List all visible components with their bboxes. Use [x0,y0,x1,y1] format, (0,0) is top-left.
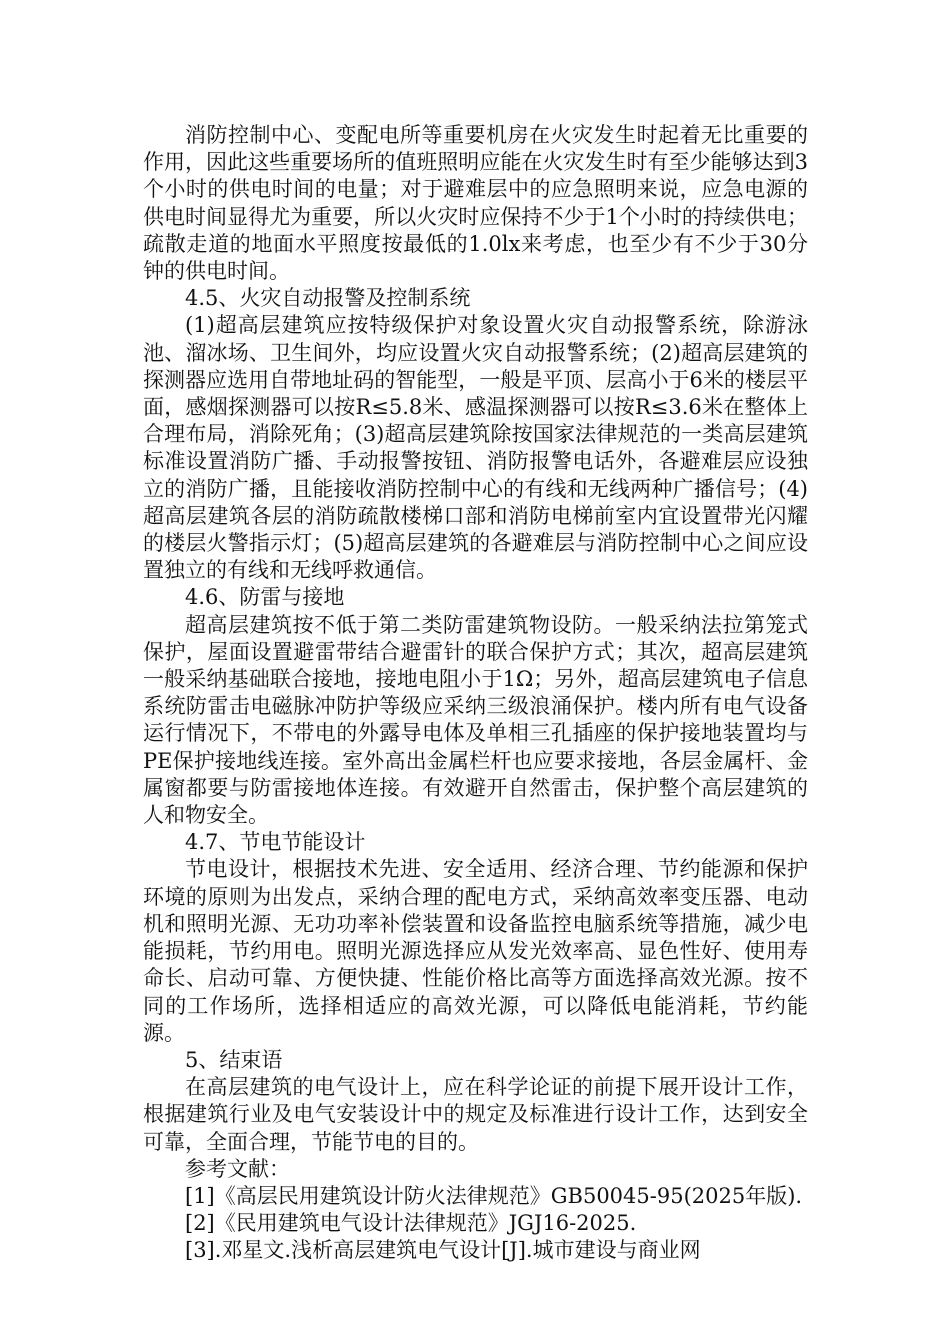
document-body [143,122,808,1265]
paragraph-power-supply-duration: 消防控制中心、变配电所等重要机房在火灾发生时起着无比重要的作用，因此这些重要场所的值班照明应能在火灾发生时有至少能够达到3个小时的供电时间的电量；对于避难层中的应急照明来说，应急电源的供电时间显得尤为重要，所以火灾时应保持不少于1个小时的持续供电；疏散走道的地面水平照度按最低的1.0lx来考虑，也至少有不少于30分钟的供电时间。 [143,123,808,284]
heading-4-7: 4.7、节电节能设计 [185,830,366,855]
heading-4-5: 4.5、火灾自动报警及控制系统 [185,286,471,311]
paragraph-conclusion: 在高层建筑的电气设计上，应在科学论证的前提下展开设计工作，根据建筑行业及电气安装设计中的规定及标准进行设计工作，达到安全可靠，全面合理，节能节电的目的。 [143,1075,808,1154]
references-heading: 参考文献： [185,1156,290,1181]
reference-1: [1]《高层民用建筑设计防火法律规范》GB50045-95(2025年版). [185,1183,803,1208]
paragraph-fire-alarm: (1)超高层建筑应按特级保护对象设置火灾自动报警系统，除游泳池、溜冰场、卫生间外，均应设置火灾自动报警系统；(2)超高层建筑的探测器应选用自带地址码的智能型，一般是平顶、层高小于6米的楼层平面，感烟探测器可以按R≤5.8米、感温探测器可以按R≤3.6米在整体上合理布局，消除死角；(3)超高层建筑除按国家法律规范的一类高层建筑标准设置消防广播、手动报警按钮、消防报警电话外，各避难层应设独立的消防广播，且能接收消防控制中心的有线和无线两种广播信号；(4)超高层建筑各层的消防疏散楼梯口部和消防电梯前室内宜设置带光闪耀的楼层火警指示灯；(5)超高层建筑的各避难层与消防控制中心之间应设置独立的有线和无线呼救通信。 [143,313,808,583]
reference-3: [3].邓星文.浅析高层建筑电气设计[J].城市建设与商业网 [185,1238,701,1263]
heading-4-6: 4.6、防雷与接地 [185,585,345,610]
paragraph-lightning-protection: 超高层建筑按不低于第二类防雷建筑物设防。一般采纳法拉第笼式保护，屋面设置避雷带结合避雷针的联合保护方式；其次，超高层建筑一般采纳基础联合接地，接地电阻小于1Ω；另外，超高层建筑电子信息系统防雷击电磁脉冲防护等级应采纳三级浪涌保护。楼内所有电气设备运行情况下，不带电的外露导电体及单相三孔插座的保护接地装置均与PE保护接地线连接。室外高出金属栏杆也应要求接地，各层金属杆、金属窗都要与防雷接地体连接。有效避开自然雷击，保护整个高层建筑的人和物安全。 [143,612,808,828]
paragraph-energy-saving: 节电设计，根据技术先进、安全适用、经济合理、节约能源和保护环境的原则为出发点，采纳合理的配电方式，采纳高效率变压器、电动机和照明光源、无功功率补偿装置和设备监控电脑系统等措施，减少电能损耗，节约用电。照明光源选择应从发光效率高、显色性好、使用寿命长、启动可靠、方便快捷、性能价格比高等方面选择高效光源。按不同的工作场所，选择相适应的高效光源，可以降低电能消耗，节约能源。 [143,857,808,1045]
heading-5: 5、结束语 [185,1047,283,1072]
reference-2: [2]《民用建筑电气设计法律规范》JGJ16-2025. [185,1211,637,1236]
